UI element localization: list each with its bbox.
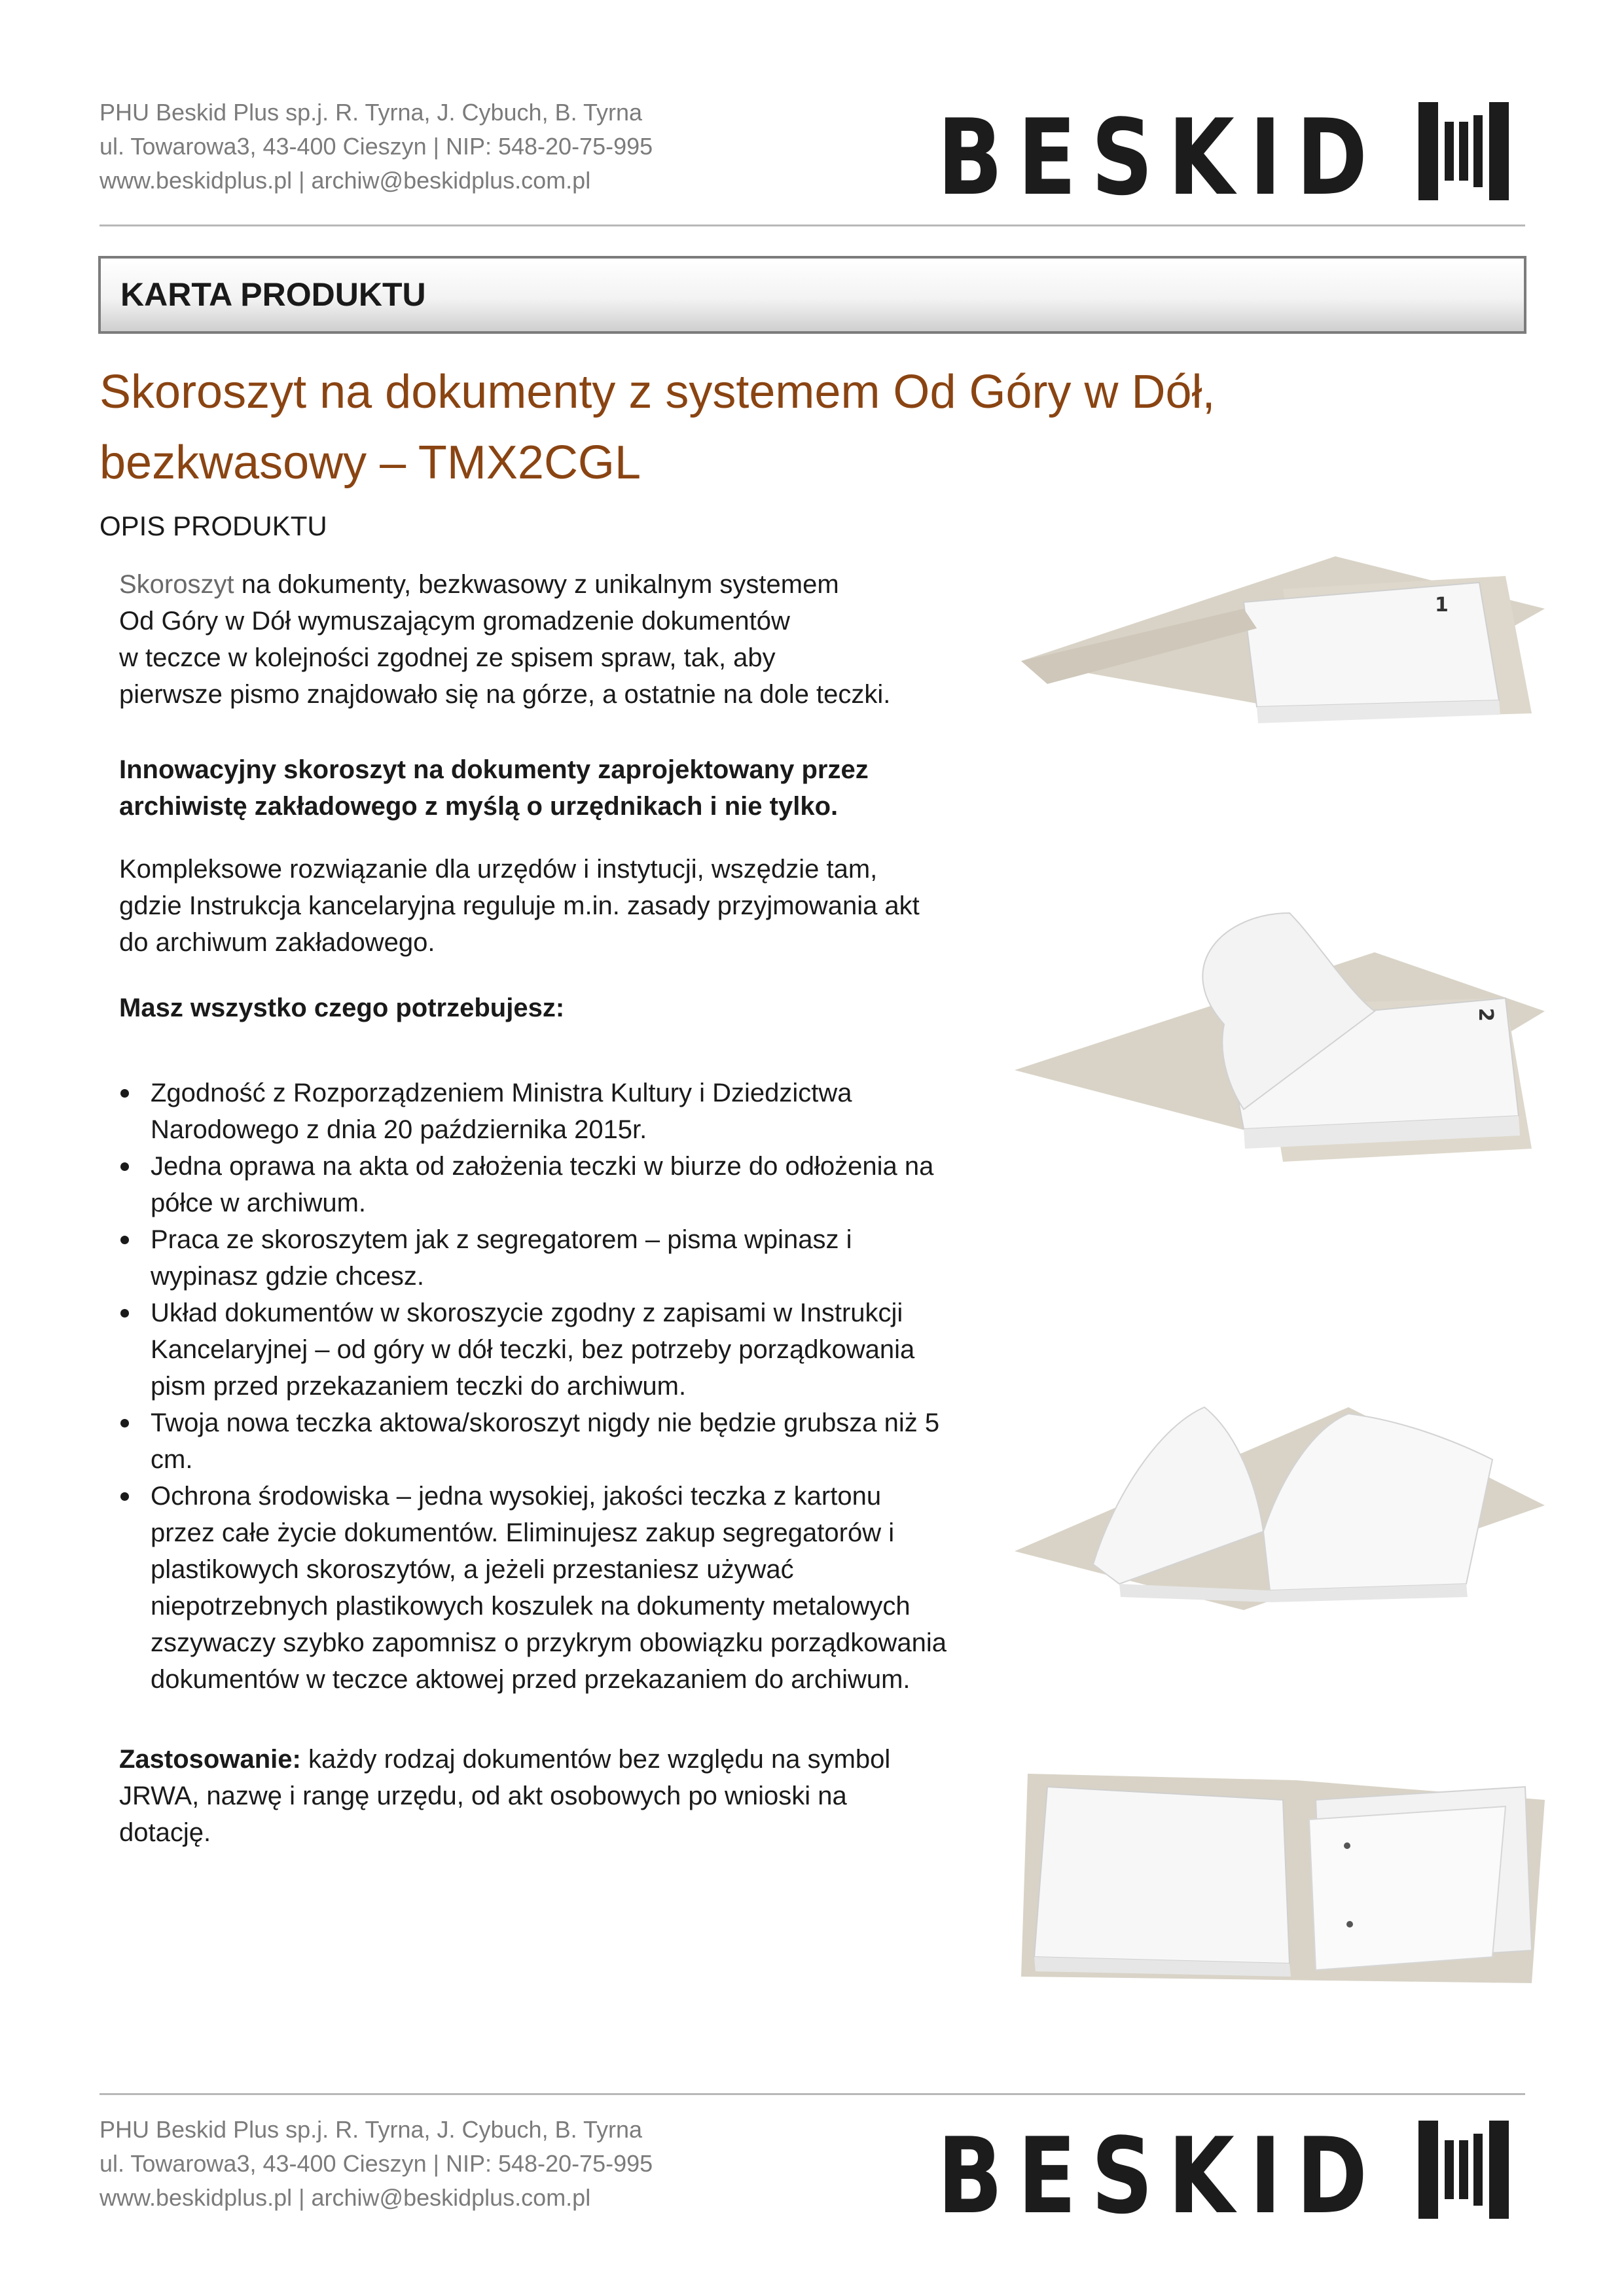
list-item-line: niepotrzebnych plastikowych koszulek na dokumenty metalowych: [151, 1592, 911, 1621]
footer-company-address: ul. Towarowa3, 43-400 Cieszyn | NIP: 548-20-75-995: [99, 2150, 653, 2177]
intro-line2: Od Góry w Dół wymuszającym gromadzenie dokumentów: [119, 607, 790, 636]
usage-label: Zastosowanie:: [119, 1745, 301, 1774]
folder-closed-illustration: [1008, 543, 1545, 740]
folder-sheets-illustration: [1008, 1761, 1545, 1996]
list-item-line: półce w archiwum.: [151, 1189, 367, 1217]
company-info-header: [99, 96, 653, 198]
innovation-line2: archiwistę zakładowego z myślą o urzędnikach i nie tylko.: [119, 792, 839, 821]
section-heading: OPIS PRODUKTU: [99, 511, 327, 541]
list-item-line: Ochrona środowiska – jedna wysokiej, jakości teczka z kartonu: [151, 1482, 882, 1511]
beskid-logo-graphic: [937, 96, 1526, 210]
list-item: [113, 1405, 1003, 1478]
product-card-label: KARTA PRODUKTU: [120, 276, 426, 313]
list-item-line: Praca ze skoroszytem jak z segregatorem – pisma wpinasz i: [151, 1225, 852, 1254]
photo1-number: 1: [1435, 594, 1449, 617]
product-title-line1: Skoroszyt na dokumenty z systemem Od Góry w Dół,: [99, 366, 1216, 418]
intro-lead-word: Skoroszyt: [119, 570, 234, 599]
footer-company-contact: www.beskidplus.pl | archiw@beskidplus.com.pl: [99, 2184, 591, 2211]
beskid-logo-footer: [937, 2114, 1526, 2229]
list-item-line: pism przed przekazaniem teczki do archiwum.: [151, 1372, 687, 1401]
footer-company-name: PHU Beskid Plus sp.j. R. Tyrna, J. Cybuch, B. Tyrna: [99, 2116, 642, 2143]
header-divider: [99, 224, 1525, 226]
folder-photo-open: [1008, 1368, 1545, 1617]
list-item-line: Jedna oprawa na akta od założenia teczki w biurze do odłożenia na: [151, 1152, 934, 1181]
benefits-list: [113, 1075, 1003, 1698]
beskid-logo-footer-graphic: [937, 2114, 1526, 2229]
product-title: [99, 357, 1343, 498]
list-item-line: dokumentów w teczce aktowej przed przekazaniem do archiwum.: [151, 1665, 911, 1694]
solution-line2: gdzie Instrukcja kancelaryjna reguluje m.in. zasady przyjmowania akt: [119, 891, 920, 920]
list-item: [113, 1295, 1003, 1405]
usage-paragraph: [119, 1741, 1036, 1851]
logo-wordmark: BESKID: [937, 96, 1382, 210]
benefits-heading: Masz wszystko czego potrzebujesz:: [119, 994, 565, 1022]
list-item-line: Twoja nowa teczka aktowa/skoroszyt nigdy nie będzie grubsza niż 5: [151, 1408, 940, 1437]
company-contact: www.beskidplus.pl | archiw@beskidplus.com.pl: [99, 167, 591, 194]
folder-photo-sheets: [1008, 1761, 1545, 1996]
list-item-line: Układ dokumentów w skoroszycie zgodny z zapisami w Instrukcji: [151, 1299, 903, 1327]
list-item-line: Kancelaryjnej – od góry w dół teczki, bez potrzeby porządkowania: [151, 1335, 915, 1364]
company-name: PHU Beskid Plus sp.j. R. Tyrna, J. Cybuch, B. Tyrna: [99, 99, 642, 126]
list-item-line: Zgodność z Rozporządzeniem Ministra Kultury i Dziedzictwa: [151, 1079, 852, 1107]
solution-line1: Kompleksowe rozwiązanie dla urzędów i instytucji, wszędzie tam,: [119, 855, 878, 884]
list-item-line: plastikowych skoroszytów, a jeżeli przestaniesz używać: [151, 1555, 794, 1584]
list-item-line: Narodowego z dnia 20 października 2015r.: [151, 1115, 647, 1144]
beskid-logo: [937, 96, 1526, 210]
folder-opening-illustration: [1008, 900, 1545, 1175]
intro-line1-text: na dokumenty, bezkwasowy z unikalnym systemem: [234, 570, 839, 599]
company-info-footer: [99, 2113, 653, 2215]
list-item: [113, 1478, 1003, 1698]
folder-open-illustration: [1008, 1368, 1545, 1617]
folder-photo-closed: [1008, 543, 1545, 740]
product-title-line2: bezkwasowy – TMX2CGL: [99, 437, 641, 489]
usage-line1-text: każdy rodzaj dokumentów bez względu na symbol: [300, 1745, 891, 1774]
intro-line3: w teczce w kolejności zgodnej ze spisem spraw, tak, aby: [119, 643, 776, 672]
usage-line2: JRWA, nazwę i rangę urzędu, od akt osobowych po wnioski na: [119, 1782, 847, 1810]
innovation-line1: Innowacyjny skoroszyt na dokumenty zaprojektowany przez: [119, 755, 869, 784]
list-item: [113, 1075, 1003, 1148]
list-item-line: zszywaczy szybko zapomnisz o przykrym obowiązku porządkowania: [151, 1628, 947, 1657]
usage-line1: [119, 1741, 1036, 1778]
solution-paragraph: [119, 851, 1036, 961]
innovation-paragraph: [119, 751, 1036, 825]
intro-line1: [119, 566, 1036, 603]
list-item-line: przez całe życie dokumentów. Eliminujesz zakup segregatorów i: [151, 1518, 895, 1547]
footer-divider: [99, 2093, 1525, 2095]
list-item: [113, 1221, 1003, 1295]
intro-paragraph: [119, 566, 1036, 713]
footer-logo-wordmark: BESKID: [937, 2115, 1382, 2229]
folder-photo-opening: [1008, 900, 1545, 1175]
list-item: [113, 1148, 1003, 1221]
product-card-banner: [98, 256, 1526, 334]
usage-line3: dotację.: [119, 1818, 211, 1847]
intro-line4: pierwsze pismo znajdowało się na górze, a ostatnie na dole teczki.: [119, 680, 891, 709]
company-address: ul. Towarowa3, 43-400 Cieszyn | NIP: 548-20-75-995: [99, 133, 653, 160]
solution-line3: do archiwum zakładowego.: [119, 928, 435, 957]
list-item-line: cm.: [151, 1445, 193, 1474]
photo2-number: 2: [1474, 1008, 1497, 1022]
list-item-line: wypinasz gdzie chcesz.: [151, 1262, 424, 1291]
